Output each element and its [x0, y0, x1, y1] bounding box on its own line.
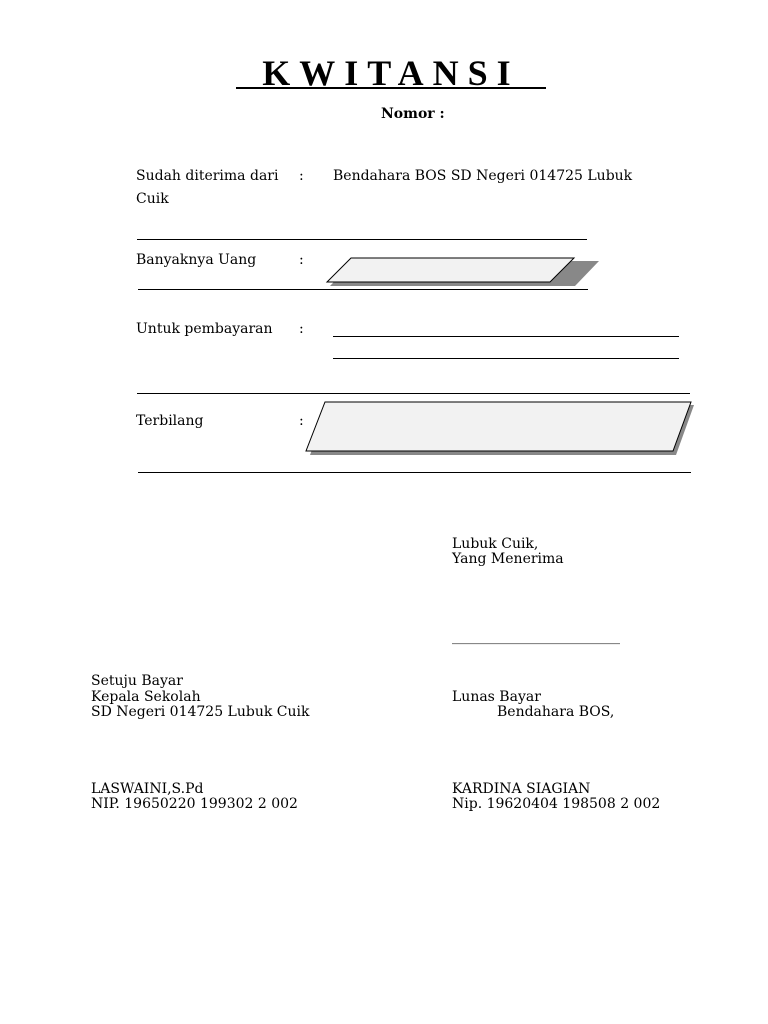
- payment-for-line-2[interactable]: [333, 358, 679, 359]
- divider-line: [138, 472, 691, 473]
- receiver-place: Lubuk Cuik,: [452, 536, 539, 552]
- approver-line-3: SD Negeri 014725 Lubuk Cuik: [91, 704, 310, 720]
- in-words-colon: :: [299, 413, 304, 429]
- treasurer-name: KARDINA SIAGIAN: [452, 781, 591, 797]
- approver-line-2: Kepala Sekolah: [91, 689, 201, 705]
- receipt-number-label: Nomor :: [381, 106, 445, 122]
- payment-for-colon: :: [299, 321, 304, 337]
- divider-line: [137, 393, 690, 394]
- treasurer-line-2: Bendahara BOS,: [497, 704, 615, 720]
- payment-for-line-1[interactable]: [333, 336, 679, 337]
- received-from-colon: :: [299, 168, 304, 184]
- divider-line: [137, 239, 587, 240]
- amount-colon: :: [299, 252, 304, 268]
- receiver-role: Yang Menerima: [452, 551, 564, 567]
- received-from-value-cont: Cuik: [136, 191, 169, 207]
- payment-for-label: Untuk pembayaran: [136, 321, 273, 337]
- approver-name: LASWAINI,S.Pd: [91, 781, 204, 797]
- amount-box[interactable]: [326, 256, 578, 288]
- received-from-label: Sudah diterima dari: [136, 168, 279, 184]
- amount-label: Banyaknya Uang: [136, 252, 257, 268]
- divider-line: [138, 289, 588, 290]
- title-underline: [236, 87, 546, 89]
- approver-line-1: Setuju Bayar: [91, 673, 183, 689]
- in-words-label: Terbilang: [136, 413, 204, 429]
- approver-nip: NIP. 19650220 199302 2 002: [91, 796, 298, 812]
- received-from-value: Bendahara BOS SD Negeri 014725 Lubuk: [333, 168, 633, 184]
- receiver-signature-line: ________________________: [452, 629, 620, 645]
- treasurer-nip: Nip. 19620404 198508 2 002: [452, 796, 661, 812]
- treasurer-line-1: Lunas Bayar: [452, 689, 541, 705]
- in-words-box[interactable]: [304, 400, 696, 458]
- document-title: KWITANSI: [262, 53, 520, 93]
